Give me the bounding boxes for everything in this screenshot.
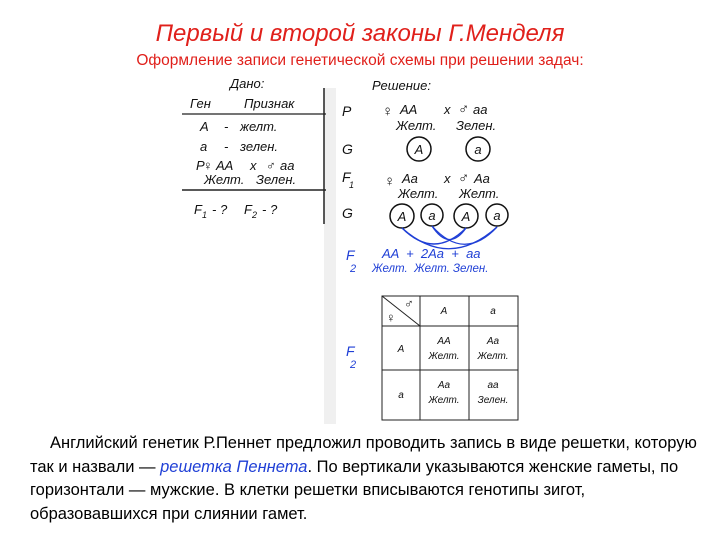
given-find-f1: F bbox=[194, 202, 202, 217]
solution-f1-male-genotype: Aa bbox=[474, 171, 490, 186]
page-subtitle: Оформление записи генетической схемы при решении задач: bbox=[136, 52, 584, 69]
punnett-cell-1-1-genotype: aa bbox=[487, 380, 499, 391]
given-row1-sep: - bbox=[224, 119, 229, 134]
punnett-col-header-0: A bbox=[440, 306, 448, 317]
given-find-f1-sub: 1 bbox=[202, 210, 208, 220]
solution-f1-male-symbol: ♂ bbox=[458, 170, 470, 187]
given-cross-p: P bbox=[196, 158, 205, 173]
solution-label-f1-sub: 1 bbox=[349, 180, 355, 190]
given-cross-female-phenotype: Желт. bbox=[204, 172, 245, 187]
solution-heading: Решение: bbox=[372, 78, 432, 93]
solution-p-male-genotype: aa bbox=[473, 102, 488, 117]
page-title: Первый и второй законы Г.Менделя bbox=[155, 20, 565, 47]
gamete-g2-0: A bbox=[397, 209, 407, 224]
given-cross-male-genotype: aa bbox=[280, 158, 295, 173]
given-find-f1-q: - ? bbox=[212, 202, 228, 217]
genetic-scheme bbox=[182, 74, 520, 424]
solution-f1-x: x bbox=[444, 171, 451, 186]
punnett-cell-1-0-genotype: Aa bbox=[437, 380, 451, 391]
given-row2-sep: - bbox=[224, 139, 229, 154]
given-row1-trait: желт. bbox=[240, 119, 278, 134]
solution-label-p: P bbox=[342, 103, 352, 119]
solution-f1-female-symbol: ♀ bbox=[384, 173, 396, 190]
punnett-cell-0-1-genotype: Aa bbox=[486, 336, 500, 347]
given-cross-male-symbol: ♂ bbox=[266, 158, 276, 173]
punnett-cell-0-0-genotype: AA bbox=[437, 336, 451, 347]
given-cross-female-symbol: ♀ bbox=[203, 158, 213, 173]
solution-p-female-genotype: AA bbox=[400, 102, 418, 117]
given-col-trait: Признак bbox=[244, 96, 295, 111]
solution-p-male-phenotype: Зелен. bbox=[456, 118, 497, 133]
punnett-row-header-1: a bbox=[398, 390, 404, 401]
explanation-after: . По вертикали указываются женские гаметы, по горизонтали — мужские. В клетки решетки вписываются генотипы зигот, образовавшихся при слиянии гамет. bbox=[30, 457, 679, 523]
punnett-cell-0-1-phenotype: Желт. bbox=[477, 351, 509, 362]
given-find-f2-sub: 2 bbox=[252, 210, 258, 220]
given-find-f2-q: - ? bbox=[262, 202, 278, 217]
solution-p-male-symbol: ♂ bbox=[458, 101, 470, 118]
punnett-cell-1-1-phenotype: Зелен. bbox=[477, 395, 509, 406]
solution-p-female-phenotype: Желт. bbox=[396, 118, 437, 133]
punnett-female-symbol: ♀ bbox=[386, 310, 396, 325]
f2-genotypes: AA + 2Aa + aa bbox=[382, 246, 481, 261]
solution-label-g2: G bbox=[342, 205, 353, 221]
scheme-svg bbox=[182, 74, 520, 424]
solution-label-f2-sub: 2 bbox=[350, 263, 357, 275]
explanation-paragraph bbox=[30, 432, 698, 526]
solution-label-f2: F bbox=[346, 247, 355, 263]
given-heading: Дано: bbox=[230, 76, 265, 91]
column-separator bbox=[324, 88, 336, 424]
gamete-g2-2: A bbox=[461, 209, 471, 224]
given-cross-x: x bbox=[250, 158, 257, 173]
given-row1-gene: A bbox=[200, 119, 209, 134]
given-cross-male-phenotype: Зелен. bbox=[256, 172, 297, 187]
punnett-square bbox=[382, 296, 518, 420]
punnett-male-symbol: ♂ bbox=[404, 296, 414, 311]
solution-label-f2b: F bbox=[346, 343, 355, 359]
solution-label-f2b-sub: 2 bbox=[350, 359, 357, 371]
solution-f1-female-phenotype: Желт. bbox=[398, 186, 439, 201]
solution-label-f1: F bbox=[342, 169, 351, 185]
punnett-cell-0-0-phenotype: Желт. bbox=[428, 351, 460, 362]
punnett-col-header-1: a bbox=[490, 306, 496, 317]
punnett-square-term: решетка Пеннета bbox=[160, 457, 308, 476]
gamete-g2-1: a bbox=[428, 208, 436, 223]
given-row2-gene: a bbox=[200, 139, 208, 154]
given-find-f2: F bbox=[244, 202, 252, 217]
gamete-g2-3: a bbox=[493, 208, 501, 223]
punnett-row-header-0: A bbox=[397, 344, 405, 355]
given-row2-trait: зелен. bbox=[240, 139, 279, 154]
solution-f1-male-phenotype: Желт. bbox=[459, 186, 500, 201]
gamete-g1-0: A bbox=[414, 142, 424, 157]
solution-p-female-symbol: ♀ bbox=[382, 103, 394, 120]
solution-label-g1: G bbox=[342, 141, 353, 157]
punnett-cell-1-0-phenotype: Желт. bbox=[428, 395, 460, 406]
f2-phenotypes: Желт. Желт. Зелен. bbox=[372, 263, 489, 275]
solution-f1-female-genotype: Aa bbox=[402, 171, 418, 186]
given-cross-female-genotype: AA bbox=[216, 158, 234, 173]
explanation-before: Английский генетик Р.Пеннет предложил проводить запись в виде решетки, которую так и назвали — bbox=[30, 434, 697, 476]
solution-p-x: x bbox=[444, 102, 451, 117]
given-col-gene: Ген bbox=[190, 96, 211, 111]
gamete-g1-1: a bbox=[474, 142, 482, 157]
